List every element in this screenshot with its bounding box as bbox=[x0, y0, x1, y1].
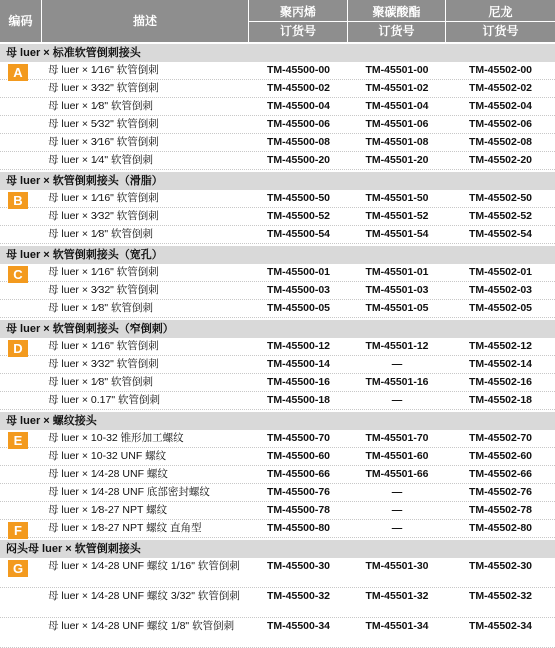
table-row bbox=[0, 98, 555, 116]
row-description: 母 luer × 3⁄32" 软管倒刺 bbox=[48, 358, 159, 370]
part-number-ny: TM-45502-66 bbox=[468, 468, 533, 480]
part-number-ny: TM-45502-05 bbox=[468, 302, 533, 314]
part-number-pp: TM-45500-12 bbox=[266, 340, 331, 352]
part-number-ny: TM-45502-01 bbox=[468, 266, 533, 278]
table-row bbox=[0, 62, 555, 80]
row-description: 母 luer × 1⁄8" 软管倒刺 bbox=[48, 228, 153, 240]
table-row bbox=[0, 374, 555, 392]
part-number-ny: TM-45502-60 bbox=[468, 450, 533, 462]
section-title: 母 luer × 标准软管倒刺接头 bbox=[0, 44, 555, 62]
part-number-pp: TM-45500-03 bbox=[266, 284, 331, 296]
part-number-pc: TM-45501-52 bbox=[365, 210, 429, 222]
part-number-pp: TM-45500-02 bbox=[266, 82, 331, 94]
part-number-pp: TM-45500-05 bbox=[266, 302, 331, 314]
table-row bbox=[0, 226, 555, 244]
part-number-pc: TM-45501-08 bbox=[365, 136, 429, 148]
section-letter-badge: A bbox=[8, 64, 28, 81]
row-description: 母 luer × 1⁄8-27 NPT 螺纹 bbox=[48, 504, 168, 516]
header-order-pc: 订货号 bbox=[378, 23, 415, 38]
part-number-pp: TM-45500-18 bbox=[266, 394, 331, 406]
part-number-ny: TM-45502-34 bbox=[468, 620, 533, 632]
part-number-pp: TM-45500-01 bbox=[266, 266, 331, 278]
part-number-ny: TM-45502-12 bbox=[468, 340, 533, 352]
part-number-pp: TM-45500-52 bbox=[266, 210, 331, 222]
part-number-pc: TM-45501-05 bbox=[365, 302, 429, 314]
part-number-pp: TM-45500-30 bbox=[266, 560, 331, 572]
section-letter-badge: C bbox=[8, 266, 28, 283]
row-description: 母 luer × 10-32 锥形加工螺纹 bbox=[48, 432, 184, 444]
row-description: 母 luer × 3⁄16" 软管倒刺 bbox=[48, 136, 159, 148]
section-body bbox=[0, 430, 555, 520]
part-number-pc: TM-45501-66 bbox=[365, 468, 429, 480]
table-row bbox=[0, 282, 555, 300]
row-description: 母 luer × 1⁄16" 软管倒刺 bbox=[48, 192, 159, 204]
part-number-ny: TM-45502-78 bbox=[468, 504, 533, 516]
section-letter-badge: B bbox=[8, 192, 28, 209]
header-material-pp: 聚丙烯 bbox=[249, 4, 347, 22]
part-number-pp: TM-45500-34 bbox=[266, 620, 331, 632]
header-order-pp: 订货号 bbox=[279, 23, 316, 38]
part-number-pp: TM-45500-66 bbox=[266, 468, 331, 480]
part-number-pc: — bbox=[391, 394, 403, 406]
part-number-ny: TM-45502-08 bbox=[468, 136, 533, 148]
table-row bbox=[0, 116, 555, 134]
row-description: 母 luer × 0.17" 软管倒刺 bbox=[48, 394, 160, 406]
part-number-pc: TM-45501-16 bbox=[365, 376, 429, 388]
section-body bbox=[0, 558, 555, 648]
part-number-ny: TM-45502-06 bbox=[468, 118, 533, 130]
header-material-ny: 尼龙 bbox=[446, 4, 555, 22]
part-number-pc: TM-45501-04 bbox=[365, 100, 429, 112]
row-description: 母 luer × 1⁄4-28 UNF 螺纹 3/32" 软管倒刺 bbox=[48, 590, 240, 602]
section-letter-badge: E bbox=[8, 432, 28, 449]
row-description: 母 luer × 1⁄8-27 NPT 螺纹 直角型 bbox=[48, 522, 202, 534]
table-header bbox=[0, 0, 555, 42]
table-row bbox=[0, 134, 555, 152]
part-number-ny: TM-45502-14 bbox=[468, 358, 533, 370]
row-description: 母 luer × 1⁄16" 软管倒刺 bbox=[48, 266, 159, 278]
header-col-pc bbox=[348, 0, 446, 42]
part-number-ny: TM-45502-52 bbox=[468, 210, 533, 222]
table-row bbox=[0, 484, 555, 502]
row-description: 母 luer × 3⁄32" 软管倒刺 bbox=[48, 210, 159, 222]
part-number-ny: TM-45502-04 bbox=[468, 100, 533, 112]
part-number-ny: TM-45502-54 bbox=[468, 228, 533, 240]
part-number-pc: TM-45501-06 bbox=[365, 118, 429, 130]
row-description: 母 luer × 1⁄16" 软管倒刺 bbox=[48, 64, 159, 76]
table-row bbox=[0, 190, 555, 208]
part-number-pp: TM-45500-00 bbox=[266, 64, 331, 76]
part-number-ny: TM-45502-70 bbox=[468, 432, 533, 444]
part-number-pp: TM-45500-80 bbox=[266, 522, 331, 534]
part-number-pp: TM-45500-50 bbox=[266, 192, 331, 204]
part-number-pc: TM-45501-12 bbox=[365, 340, 429, 352]
header-code-label: 编码 bbox=[8, 14, 33, 28]
part-number-pc: TM-45501-01 bbox=[365, 266, 429, 278]
part-number-pc: TM-45501-70 bbox=[365, 432, 429, 444]
section-body bbox=[0, 190, 555, 244]
part-number-pp: TM-45500-54 bbox=[266, 228, 331, 240]
part-number-pp: TM-45500-76 bbox=[266, 486, 331, 498]
section-title: 母 luer × 软管倒刺接头（滑脂） bbox=[0, 172, 555, 190]
part-number-pp: TM-45500-16 bbox=[266, 376, 331, 388]
row-description: 母 luer × 3⁄32" 软管倒刺 bbox=[48, 284, 159, 296]
row-description: 母 luer × 1⁄4-28 UNF 螺纹 1/8" 软管倒刺 bbox=[48, 620, 235, 632]
table-row bbox=[0, 264, 555, 282]
row-description: 母 luer × 1⁄4-28 UNF 底部密封螺纹 bbox=[48, 486, 210, 498]
part-number-ny: TM-45502-80 bbox=[468, 522, 533, 534]
part-number-pp: TM-45500-78 bbox=[266, 504, 331, 516]
table-row bbox=[0, 618, 555, 648]
part-number-pp: TM-45500-08 bbox=[266, 136, 331, 148]
part-number-pp: TM-45500-60 bbox=[266, 450, 331, 462]
part-number-ny: TM-45502-50 bbox=[468, 192, 533, 204]
section-title: 母 luer × 软管倒刺接头（窄倒刺） bbox=[0, 320, 555, 338]
part-number-pc: TM-45501-34 bbox=[365, 620, 429, 632]
header-code bbox=[0, 0, 42, 42]
part-number-pc: TM-45501-54 bbox=[365, 228, 429, 240]
part-number-pp: TM-45500-70 bbox=[266, 432, 331, 444]
section-letter-badge: G bbox=[8, 560, 28, 577]
table-row bbox=[0, 300, 555, 318]
row-description: 母 luer × 5⁄32" 软管倒刺 bbox=[48, 118, 159, 130]
part-number-pc: TM-45501-32 bbox=[365, 590, 429, 602]
part-number-ny: TM-45502-16 bbox=[468, 376, 533, 388]
row-description: 母 luer × 1⁄4" 软管倒刺 bbox=[48, 154, 153, 166]
section-letter-badge: D bbox=[8, 340, 28, 357]
part-number-pc: TM-45501-50 bbox=[365, 192, 429, 204]
header-desc-label: 描述 bbox=[132, 14, 157, 28]
section-body bbox=[0, 62, 555, 170]
table-row bbox=[0, 588, 555, 618]
part-number-pp: TM-45500-32 bbox=[266, 590, 331, 602]
table-row bbox=[0, 80, 555, 98]
part-number-pc: TM-45501-00 bbox=[365, 64, 429, 76]
part-number-ny: TM-45502-76 bbox=[468, 486, 533, 498]
part-number-pc: — bbox=[391, 522, 403, 534]
section-body bbox=[0, 264, 555, 318]
table-row bbox=[0, 558, 555, 588]
header-col-pp bbox=[249, 0, 348, 42]
row-description: 母 luer × 10-32 UNF 螺纹 bbox=[48, 450, 167, 462]
part-number-ny: TM-45502-00 bbox=[468, 64, 533, 76]
part-number-pc: — bbox=[391, 486, 403, 498]
table-row bbox=[0, 520, 555, 538]
table-row bbox=[0, 152, 555, 170]
section-title: 闷头母 luer × 软管倒刺接头 bbox=[0, 540, 555, 558]
part-number-pc: TM-45501-30 bbox=[365, 560, 429, 572]
table-row bbox=[0, 392, 555, 410]
table-row bbox=[0, 338, 555, 356]
part-number-pc: TM-45501-03 bbox=[365, 284, 429, 296]
row-description: 母 luer × 1⁄8" 软管倒刺 bbox=[48, 302, 153, 314]
header-material-pc: 聚碳酸酯 bbox=[348, 4, 445, 22]
table-row bbox=[0, 466, 555, 484]
table-row bbox=[0, 448, 555, 466]
part-number-ny: TM-45502-03 bbox=[468, 284, 533, 296]
header-order-ny: 订货号 bbox=[482, 23, 519, 38]
table-row bbox=[0, 430, 555, 448]
section-letter-badge: F bbox=[8, 522, 28, 539]
part-number-pp: TM-45500-04 bbox=[266, 100, 331, 112]
header-desc bbox=[42, 0, 249, 42]
part-number-ny: TM-45502-18 bbox=[468, 394, 533, 406]
row-description: 母 luer × 1⁄4-28 UNF 螺纹 1/16" 软管倒刺 bbox=[48, 560, 240, 572]
part-number-ny: TM-45502-20 bbox=[468, 154, 533, 166]
section-body bbox=[0, 338, 555, 410]
part-number-pc: TM-45501-60 bbox=[365, 450, 429, 462]
part-number-pc: — bbox=[391, 358, 403, 370]
section-body bbox=[0, 520, 555, 538]
row-description: 母 luer × 1⁄4-28 UNF 螺纹 bbox=[48, 468, 168, 480]
part-number-pc: — bbox=[391, 504, 403, 516]
table-row bbox=[0, 208, 555, 226]
part-number-pc: TM-45501-02 bbox=[365, 82, 429, 94]
part-number-pp: TM-45500-06 bbox=[266, 118, 331, 130]
part-number-pp: TM-45500-20 bbox=[266, 154, 331, 166]
table-body bbox=[0, 44, 555, 648]
row-description: 母 luer × 1⁄8" 软管倒刺 bbox=[48, 100, 153, 112]
header-col-ny bbox=[446, 0, 555, 42]
row-description: 母 luer × 3⁄32" 软管倒刺 bbox=[48, 82, 159, 94]
row-description: 母 luer × 1⁄16" 软管倒刺 bbox=[48, 340, 159, 352]
table-row bbox=[0, 356, 555, 374]
table-row bbox=[0, 502, 555, 520]
section-title: 母 luer × 螺纹接头 bbox=[0, 412, 555, 430]
row-description: 母 luer × 1⁄8" 软管倒刺 bbox=[48, 376, 153, 388]
part-number-ny: TM-45502-30 bbox=[468, 560, 533, 572]
part-number-pc: TM-45501-20 bbox=[365, 154, 429, 166]
section-title: 母 luer × 软管倒刺接头（宽孔） bbox=[0, 246, 555, 264]
part-number-ny: TM-45502-02 bbox=[468, 82, 533, 94]
part-number-ny: TM-45502-32 bbox=[468, 590, 533, 602]
part-number-pp: TM-45500-14 bbox=[266, 358, 331, 370]
